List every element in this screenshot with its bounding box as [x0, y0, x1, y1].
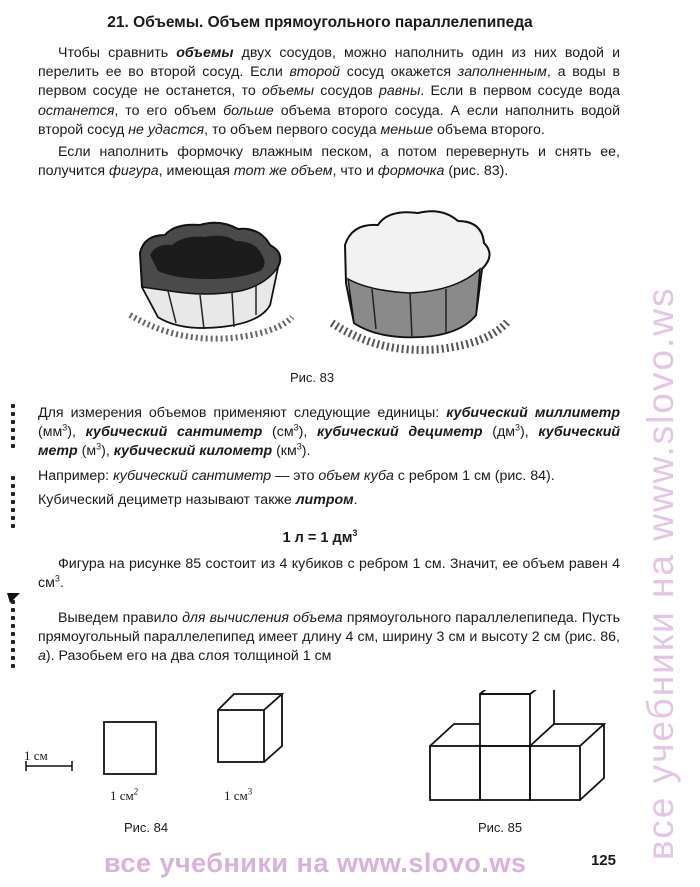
page-number: 125	[590, 852, 616, 869]
figure-85-cubes	[420, 690, 620, 820]
unit-square-label: 1 $см^2$	[110, 786, 139, 803]
litre-definition: Кубический дециметр называют также литром.	[38, 491, 358, 508]
rule-paragraph: Выведем правило для вычисления объема прямоугольного параллелепипеда. Пусть прямоугольный параллелепипед имеет длину 4 см, ширину 3 см и высоту 2 см (рис. 86, а). Разобьем его на два слоя толщиной 1 см	[38, 610, 620, 665]
sand-figure-drawing	[332, 211, 508, 350]
figure-84-drawing	[20, 690, 300, 810]
paragraph-sand-mold: Если наполнить формочку влажным песком, а потом перевернуть и снять ее, получится фигура, имеющая тот же объем, что и формочка (рис. 83).	[38, 144, 620, 180]
figure-84-caption: Рис. 84	[124, 820, 169, 835]
section-title: 21. Объемы. Объем прямоугольного параллелепипеда	[107, 14, 533, 31]
margin-dots-example	[9, 476, 17, 532]
margin-dots-rule	[9, 600, 17, 672]
sand-mold-illustration	[120, 205, 520, 365]
intro-paragraphs	[38, 44, 620, 181]
paragraph-compare-volumes: Чтобы сравнить объемы двух сосудов, можно наполнить один из них водой и перелить ее во второй сосуд. Если второй сосуд окажется заполненным, а воды в первом сосуде не останется, то объемы сосудов равны. Если в первом сосуде вода останется, то его объем больше объема второго сосуда. А если наполнить водой второй сосуд не удастся, то объем первого сосуда меньше объема второго.	[38, 45, 621, 138]
margin-dots-units	[9, 404, 17, 452]
watermark-bottom: все учебники на www.slovo.ws	[104, 848, 527, 878]
litre-formula: 1 л = 1 $дм^3$	[282, 528, 358, 546]
figure-83-caption: Рис. 83	[290, 370, 335, 385]
figure-85-caption: Рис. 85	[478, 820, 523, 835]
watermark-side: все учебники на www.slovo.ws	[640, 286, 681, 860]
empty-mold-drawing	[130, 223, 292, 339]
unit-cube	[218, 694, 282, 762]
units-paragraph: Для измерения объемов применяют следующие единицы: кубический миллиметр $(мм^3)$, кубический сантиметр $(см^3)$, кубический дециметр $(дм^3)$, кубический метр $(м^3)$, кубический километр $(км^3)$. Например: кубический сантиметр — это объем куба с ребром 1 см (рис. 84). Кубический дециметр называют также литром.	[38, 404, 620, 510]
unit-cube-label: 1 $см^3$	[224, 786, 253, 803]
scale-bar-label: 1 см	[24, 748, 48, 763]
example-cubic-cm: Например: кубический сантиметр — это объем куба с ребром 1 см (рис. 84).	[38, 467, 555, 484]
figure-85-paragraph: Фигура на рисунке 85 состоит из 4 кубиков с ребром 1 см. Значит, ее объем равен 4 $см^3$.	[38, 556, 620, 592]
triangle-marker-icon	[6, 592, 22, 604]
unit-square	[104, 722, 156, 774]
